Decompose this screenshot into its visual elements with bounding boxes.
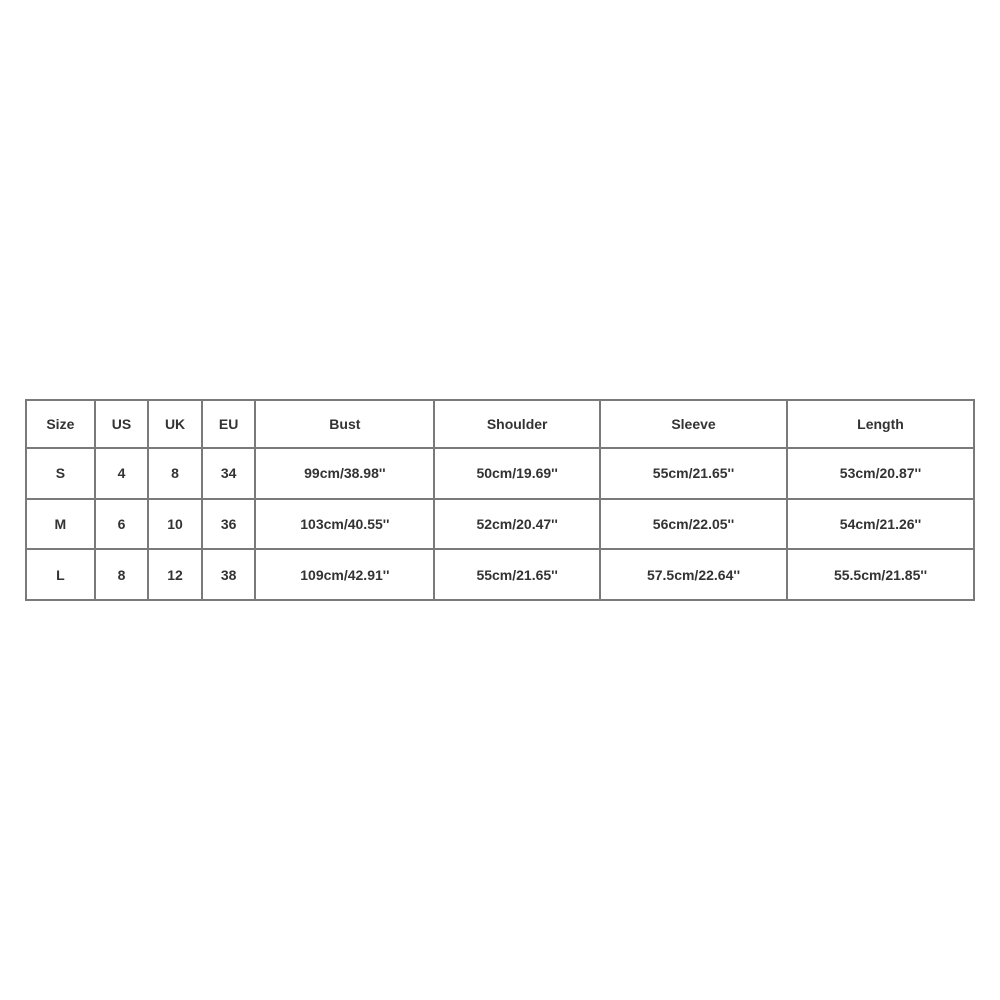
header-eu: EU — [202, 400, 256, 448]
cell-bust: 99cm/38.98'' — [255, 448, 434, 499]
cell-uk: 8 — [148, 448, 202, 499]
cell-sleeve: 55cm/21.65'' — [600, 448, 787, 499]
header-us: US — [95, 400, 149, 448]
cell-size: L — [26, 549, 95, 600]
cell-bust: 109cm/42.91'' — [255, 549, 434, 600]
cell-size: M — [26, 499, 95, 550]
header-sleeve: Sleeve — [600, 400, 787, 448]
cell-eu: 38 — [202, 549, 256, 600]
header-bust: Bust — [255, 400, 434, 448]
header-size: Size — [26, 400, 95, 448]
table-row — [26, 499, 974, 550]
cell-eu: 34 — [202, 448, 256, 499]
table-row — [26, 549, 974, 600]
cell-us: 6 — [95, 499, 149, 550]
cell-sleeve: 57.5cm/22.64'' — [600, 549, 787, 600]
size-chart-table — [25, 399, 975, 601]
cell-shoulder: 55cm/21.65'' — [434, 549, 600, 600]
cell-us: 4 — [95, 448, 149, 499]
cell-size: S — [26, 448, 95, 499]
cell-uk: 12 — [148, 549, 202, 600]
cell-bust: 103cm/40.55'' — [255, 499, 434, 550]
header-uk: UK — [148, 400, 202, 448]
header-row — [26, 400, 974, 448]
cell-shoulder: 50cm/19.69'' — [434, 448, 600, 499]
cell-shoulder: 52cm/20.47'' — [434, 499, 600, 550]
header-length: Length — [787, 400, 974, 448]
cell-length: 55.5cm/21.85'' — [787, 549, 974, 600]
cell-length: 54cm/21.26'' — [787, 499, 974, 550]
table-row — [26, 448, 974, 499]
cell-sleeve: 56cm/22.05'' — [600, 499, 787, 550]
cell-length: 53cm/20.87'' — [787, 448, 974, 499]
header-shoulder: Shoulder — [434, 400, 600, 448]
cell-us: 8 — [95, 549, 149, 600]
cell-eu: 36 — [202, 499, 256, 550]
cell-uk: 10 — [148, 499, 202, 550]
